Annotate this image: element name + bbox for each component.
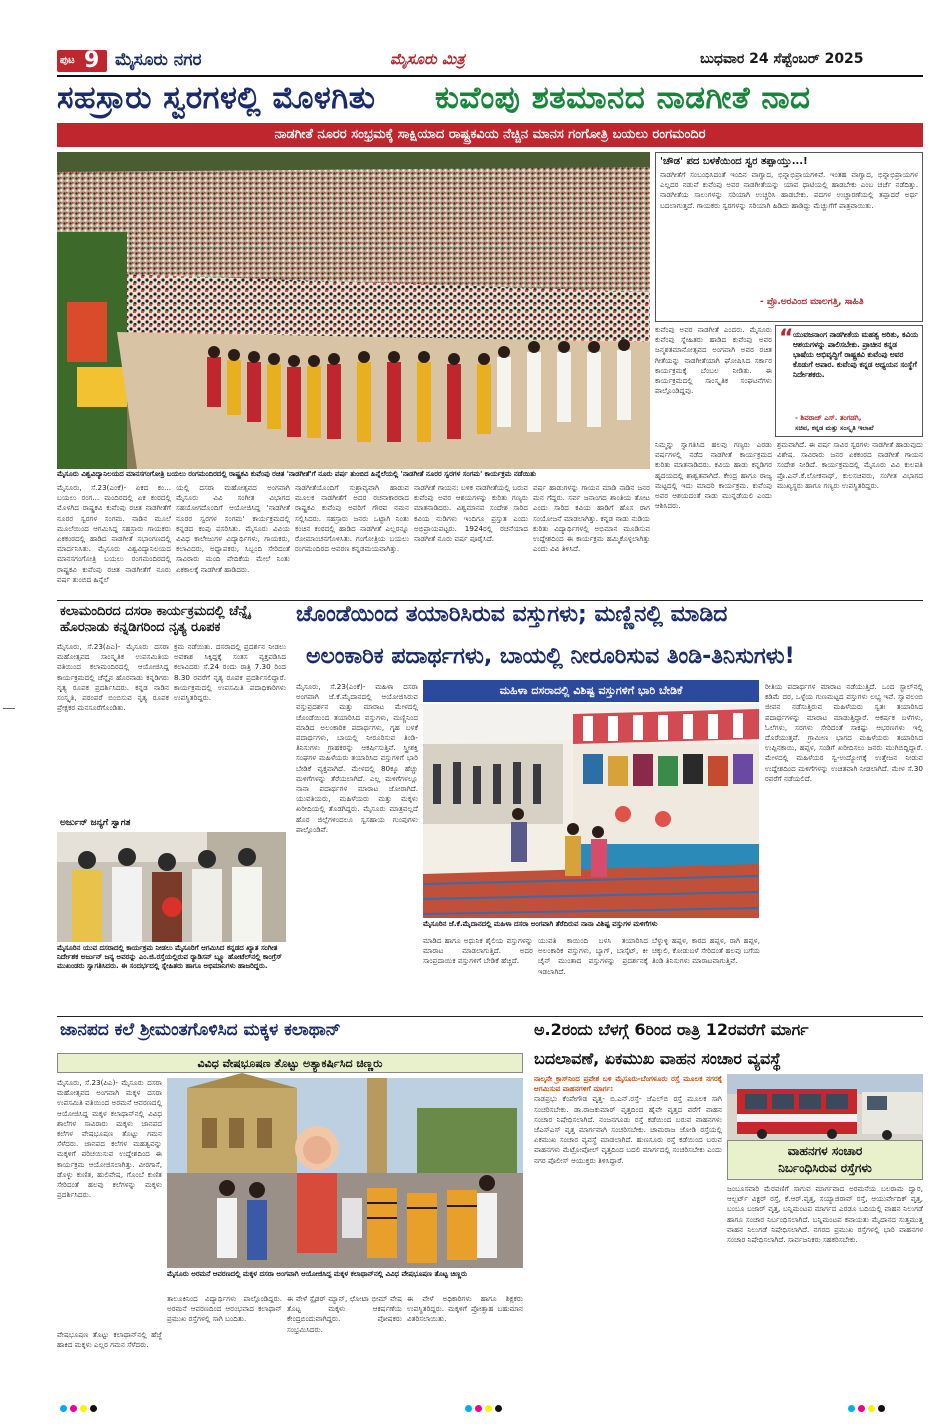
registration-dot-icon xyxy=(485,1405,492,1412)
crowd-photo-caption: ಮೈಸೂರು ವಿಶ್ವವಿದ್ಯಾನಿಲಯದ ಮಾನಸಗಂಗೋತ್ರಿ ಬಯಲು ರಂಗಮಂದಿರದಲ್ಲಿ ರಾಷ್ಟ್ರಕವಿ ಕುವೆಂಪು ರಚಿತ 'ನಾಡಗೀತೆ'ಗೆ ನೂರು ವರ್ಷ ತುಂಬಿದ ಹಿನ್ನೆಲೆಯಲ್ಲಿ 'ನಾಡಗೀತೆ ನೂರರ ಸ್ವರಗಳ ಸಂಗಮ' ಕಾರ್ಯಕ್ರಮ ನಡೆಯಿತು xyxy=(57,470,537,478)
masthead-logo: ಮೈಸೂರು ಮಿತ್ರ xyxy=(390,50,465,68)
lead-column-5: ವರ್ಷ ಹಾಡುಗಳನ್ನು ಗಾಯನ ಮಾಡಿ ನಾಡಿನ ಜನರ ಮನ ಗೆದ್ದರು. ಸರ್ವ ಜನಾಂಗದ ಶಾಂತಿಯ ತೋಟ ಎಂದು ಸಾರಿದ ಕವಿಯ ಹಾಡಿಗೆ ಹೊಸ ರಾಗ ಸಂಯೋಜನೆ ಮಾಡಲಾಗಿತ್ತು. ಕನ್ನಡ ನಾಡು ನುಡಿಯ ಕುರಿತು ವಿದ್ಯಾರ್ಥಿಗಳಲ್ಲಿ ಅಭಿಮಾನ ಮೂಡಿಸುವ ಉದ್ದೇಶದಿಂದ ಈ ಕಾರ್ಯಕ್ರಮ ಹಮ್ಮಿಕೊಳ್ಳಲಾಗಿತ್ತು ಎಂದು ವಿವಿ ತಿಳಿಸಿದೆ. xyxy=(533,483,653,554)
arjun-photo xyxy=(57,832,286,942)
traffic-box-line2: ನಿರ್ಬಂಧಿಸಿರುವ ರಸ್ತೆಗಳು xyxy=(778,1161,872,1175)
kids-column-2: ತಾಲೂಕಿನಿಂದ ವಿದ್ಯಾರ್ಥಿಗಳು ಪಾಲ್ಗೊಂಡಿದ್ದರು. ಅರಮನೆ ಆವರಣದಿಂದ ಆರಂಭವಾದ ಕಲಾಥಾನ್ ಪ್ರಮುಖ ರಸ್ತೆಗಳಲ್ಲಿ ಸಾಗಿ ಬಂದಿತು. xyxy=(167,1294,285,1324)
quote-text: ಯುವಜನಾಂಗ ನಾಡಗೀತೆಯ ಮಹತ್ವ ಅರಿತು, ಕವಿಯ ಆಶಯಗಳನ್ನು ಪಾಲಿಸಬೇಕು. ಪ್ರಾಚೀನ ಕನ್ನಡ ಭಾಷೆಯ ಅಭಿವೃದ್ಧಿಗೆ ರಾಷ್ಟ್ರಕವಿ ಕುವೆಂಪು ಅವರ ಕೊಡುಗೆ ಅಪಾರ. ಕುವೆಂಪು ಕನ್ನಡ ಅಧ್ಯಯನ ಸಂಸ್ಥೆಗೆ ನಿರ್ದೇಶಕರು. xyxy=(793,330,918,379)
bus-photo-image xyxy=(727,1074,923,1140)
traffic-box-line1: ವಾಹನಗಳ ಸಂಚಾರ xyxy=(787,1144,863,1158)
lead-headline-part2: ಕುವೆಂಪು ಶತಮಾನದ ನಾಡಗೀತೆ ನಾದ xyxy=(435,80,811,116)
stall-photo-image xyxy=(423,704,759,918)
registration-dot-icon xyxy=(90,1405,97,1412)
registration-dot-icon xyxy=(465,1405,472,1412)
registration-dot-icon xyxy=(858,1405,865,1412)
section-name: ಮೈಸೂರು ನಗರ xyxy=(115,50,202,70)
bus-photo xyxy=(727,1074,923,1140)
kids-photo-caption: ಮೈಸೂರು ಅರಮನೆ ಆವರಣದಲ್ಲಿ ಮಕ್ಕಳ ದಸರಾ ಅಂಗವಾಗಿ ಆಯೋಜಿಸಿದ್ದ ಮಕ್ಕಳ ಕಲಾಥಾನ್‌ನಲ್ಲಿ ವಿವಿಧ ವೇಷಭೂಷಣ ತೊಟ್ಟ ಚಿಣ್ಣರು xyxy=(167,1270,467,1278)
crowd-photo xyxy=(57,152,650,469)
traffic-headline-line2: ಬದಲಾವಣೆ, ಏಕಮುಖ ವಾಹನ ಸಂಚಾರ ವ್ಯವಸ್ಥೆ xyxy=(534,1049,781,1068)
crowd-photo-image xyxy=(57,152,650,469)
kids-column-4: ಈ ವೇಳೆ ಅಧಿಕಾರಿಗಳು ಹಾಗೂ ಶಿಕ್ಷಕರು ಉಪಸ್ಥಿತರಿದ್ದರು. ಮಕ್ಕಳಿಗೆ ಪ್ರೋತ್ಸಾಹ ಬಹುಮಾನ ವಿತರಿಸಲಾಯಿತು. xyxy=(407,1294,526,1324)
mahila-headline-line1: ಚೊಂಡೆಯಿಂದ ತಯಾರಿಸಿರುವ ವಸ್ತುಗಳು; ಮಣ್ಣಿನಲ್ಲಿ ಮಾಡಿದ xyxy=(296,602,728,627)
date-line: ಬುಧವಾರ 24 ಸೆಪ್ಟೆಂಬರ್ 2025 xyxy=(700,51,864,67)
mahila-column-1: ಮೈಸೂರು, ಸೆ.23(ಎಂಕೆ)- ಮಹಿಳಾ ದಸರಾ ಅಂಗವಾಗಿ ಜೆ.ಕೆ.ಮೈದಾನದಲ್ಲಿ ಆಯೋಜಿಸಿರುವ ವಸ್ತುಪ್ರದರ್ಶನ ಮತ್ತು ಮಾರಾಟ ಮೇಳದಲ್ಲಿ ಚೊಂಡೆಯಿಂದ ತಯಾರಿಸಿದ ವಸ್ತುಗಳು, ಮಣ್ಣಿನಿಂದ ಮಾಡಿದ ಅಲಂಕಾರಿಕ ಪದಾರ್ಥಗಳು, ಗೃಹ ಬಳಕೆ ಪದಾರ್ಥಗಳು, ಬಾಯಲ್ಲಿ ನೀರೂರಿಸುವ ತಿಂಡಿ-ತಿನಿಸುಗಳು ಗ್ರಾಹಕರನ್ನು ಆಕರ್ಷಿಸುತ್ತಿವೆ. ಸ್ತ್ರೀಶಕ್ತಿ ಸಂಘಗಳ ಮಹಿಳೆಯರು ತಯಾರಿಸಿದ ವಸ್ತುಗಳಿಗೆ ಭಾರಿ ಬೇಡಿಕೆ ವ್ಯಕ್ತವಾಗಿದೆ. ಮೇಳದಲ್ಲಿ 80ಕ್ಕೂ ಹೆಚ್ಚು ಮಳಿಗೆಗಳನ್ನು ತೆರೆಯಲಾಗಿದೆ. ಎಲ್ಲ ಮಳಿಗೆಗಳಲ್ಲೂ ನಾನಾ ಪದಾರ್ಥಗಳ ಮಾರಾಟ ಜೋರಾಗಿದೆ. ಯುವತಿಯರು, ಮಹಿಳೆಯರು ಮತ್ತು ಮಕ್ಕಳು ಖರೀದಿಯಲ್ಲಿ ತೊಡಗಿದ್ದರು. ಮೈಸೂರು ಮಾತ್ರವಲ್ಲದೆ ಹೊರ ಜಿಲ್ಲೆಗಳಿಂದಲೂ ಸ್ವಸಹಾಯ ಗುಂಪುಗಳು ಪಾಲ್ಗೊಂಡಿವೆ. xyxy=(296,682,421,834)
lead-column-3: ನಾಡಗೀತೆಯೊಂದಿಗೆ ಸುಶ್ರಾವ್ಯವಾಗಿ ಹಾಡುವ ಮೂಲಕ ನಾಡಗೀತೆಗೆ ಅದರ ರಚನಾಕಾರರಾದ ರಾಷ್ಟ್ರಕವಿ ಕುವೆಂಪು ಅವರಿಗೆ ಗೌರವ ನಮನ ಸಲ್ಲಿಸಿದರು. ಸಹಸ್ರಾರು ಜನರು ಒಟ್ಟಾಗಿ ನಿಂತು ಕಂಚಿನ ಕಂಠದಲ್ಲಿ ಹಾಡಿದ ನಾಡಗೀತೆ ಎಲ್ಲರನ್ನೂ ರೋಮಾಂಚನಗೊಳಿಸಿತು. ಗಂಗೋತ್ರಿಯ ಬಯಲು ರಂಗಮಂದಿರದ ಆವರಣ ಕನ್ನಡಮಯವಾಗಿತ್ತು. xyxy=(295,483,412,554)
registration-dot-icon xyxy=(868,1405,875,1412)
mahila-headline-line2: ಅಲಂಕಾರಿಕ ಪದಾರ್ಥಗಳು, ಬಾಯಲ್ಲಿ ನೀರೂರಿಸುವ ತಿಂಡಿ-ತಿನಿಸುಗಳು! xyxy=(306,644,795,669)
kids-column-1: ಮೈಸೂರು, ಸೆ.23(ಪಿಎ)- ಮೈಸೂರು ದಸರಾ ಮಹೋತ್ಸವದ ಅಂಗವಾಗಿ ಮಕ್ಕಳ ದಸರಾ ಉಪಸಮಿತಿ ವತಿಯಿಂದ ಅರಮನೆ ಆವರಣದಲ್ಲಿ ಆಯೋಜಿಸಿದ್ದ ಮಕ್ಕಳ ಕಲಾಥಾನ್‌ನಲ್ಲಿ ವಿವಿಧ ಶಾಲೆಗಳ ಸಾವಿರಾರು ಮಕ್ಕಳು ಜಾನಪದ ಕಲೆಗಳ ವೇಷಭೂಷಣ ತೊಟ್ಟು ಗಮನ ಸೆಳೆದರು. ಜಾನಪದ ಕಲೆಗಳ ಮಹತ್ವವನ್ನು ಮಕ್ಕಳಿಗೆ ಪರಿಚಯಿಸುವ ಉದ್ದೇಶದಿಂದ ಈ ಕಾರ್ಯಕ್ರಮ ಆಯೋಜಿಸಲಾಗಿತ್ತು. ವೀರಗಾಸೆ, ಡೊಳ್ಳು ಕುಣಿತ, ಹುಲಿವೇಷ, ಗೊಂಬೆ ಕುಣಿತ ಸೇರಿದಂತೆ ಹಲವು ಕಲೆಗಳನ್ನು ಮಕ್ಕಳು ಪ್ರದರ್ಶಿಸಿದರು. xyxy=(57,1078,165,1200)
kids-photo-image xyxy=(167,1078,523,1268)
arjun-title: ಅರ್ಜುನ್ ಜನ್ಯಗೆ ಸ್ವಾಗತ xyxy=(60,818,131,828)
traffic-column-2: ಜಂಬೂಸವಾರಿ ಮೆರವಣಿಗೆ ಸಾಗುವ ಮಾರ್ಗವಾದ ಅರಮನೆಯ ಬಲರಾಮ ದ್ವಾರ, ಆಲ್ಬರ್ಟ್ ವಿಕ್ಟರ್ ರಸ್ತೆ, ಕೆ.ಆರ್.ವೃತ್ತ, ಸಯ್ಯಾಜಿರಾವ್ ರಸ್ತೆ, ಆಯುರ್ವೇದಿಕ್ ವೃತ್ತ, ಬಂಬೂ ಬಜಾರ್ ವೃತ್ತ, ಬನ್ನಿಮಂಟಪ ಮಾರ್ಗದ ಎರಡೂ ಬದಿಯಲ್ಲಿ ವಾಹನ ನಿಲುಗಡೆ ಹಾಗೂ ಸಂಚಾರ ನಿರ್ಬಂಧಿಸಲಾಗಿದೆ. ಬನ್ನಿಮಂಟಪ ಕವಾಯತು ಮೈದಾನದ ಸುತ್ತಮುತ್ತ ವಾಹನ ನಿಲುಗಡೆ ನಿಷೇಧಿಸಲಾಗಿದೆ. ನಗರದ ಪ್ರಮುಖ ರಸ್ತೆಗಳಲ್ಲಿ ಭಾರಿ ವಾಹನಗಳ ಸಂಚಾರ ನಿಷೇಧಿಸಲಾಗಿದೆ. ಸಾರ್ವಜನಿಕರು ಸಹಕರಿಸಬೇಕು. xyxy=(727,1184,926,1245)
mahila-column-right: ರೀತಿಯ ಪದಾರ್ಥಗಳ ಮಾರಾಟ ನಡೆಯುತ್ತಿದೆ. ಒಂದ ಸ್ಟಾಲ್‌ನಲ್ಲಿ ಕಡಿಮೆ ದರ, ಒಳ್ಳೆಯ ಗುಣಮಟ್ಟದ ವಸ್ತುಗಳು ಲಭ್ಯ ಇವೆ. ಸ್ವಾವಲಂಬಿ ಜೀವನ ನಡೆಸುತ್ತಿರುವ ಮಹಿಳೆಯರು ಸ್ವತಃ ತಯಾರಿಸಿದ ಪದಾರ್ಥಗಳನ್ನು ಮಾರಾಟ ಮಾಡುತ್ತಿದ್ದಾರೆ. ಆಕರ್ಷಕ ಬಳೆಗಳು, ಓಲೆಗಳು, ಸರಗಳು ಸೇರಿದಂತೆ ಸಾಕಷ್ಟು ಆಭರಣಗಳು ಇಲ್ಲಿ ದೊರೆಯುತ್ತವೆ. ಗ್ರಾಮೀಣ ಭಾಗದ ಮಹಿಳೆಯರು ತಯಾರಿಸಿದ ಉಪ್ಪಿನಕಾಯಿ, ಹಪ್ಪಳ, ಸಂಡಿಗೆ ಖರೀದಿಸಲು ಜನರು ಮುಗಿಬಿದ್ದಿದ್ದಾರೆ. ಮೇಳದಲ್ಲಿ ಮಹಿಳೆಯರ ಸ್ವ-ಉದ್ಯೋಗಕ್ಕೆ ಉತ್ತೇಜನ ನೀಡುವ ಉದ್ದೇಶದಿಂದ ಮಳಿಗೆಗಳನ್ನು ಉಚಿತವಾಗಿ ನೀಡಲಾಗಿದೆ. ಮೇಳ ಸೆ.30 ರವರೆಗೆ ನಡೆಯಲಿದೆ. xyxy=(765,682,926,783)
traffic-headline-line1: ಅ.2ರಂದು ಬೆಳಗ್ಗೆ 6ರಿಂದ ರಾತ್ರಿ 12ರವರೆಗೆ ಮಾರ್ಗ xyxy=(534,1020,809,1039)
arjun-caption: ಮೈಸೂರಿನ ಯುವ ದಸರಾದಲ್ಲಿ ಕಾರ್ಯಕ್ರಮ ನೀಡಲು ಮೈಸೂರಿಗೆ ಆಗಮಿಸಿದ ಕನ್ನಡದ ಖ್ಯಾತ ಸಂಗೀತ ನಿರ್ದೇಶಕ ಅರ್ಜುನ್ ಜನ್ಯ ಅವರನ್ನು ಎಂ.ಜಿ.ರಸ್ತೆಯಲ್ಲಿರುವ ರ್‍ಯಾಡಿಸನ್ ಬ್ಲ್ಯೂ ಹೋಟೆಲ್‌ನಲ್ಲಿ ಕಾಂಗ್ರೆಸ್ ಮುಖಂಡರು ಸ್ವಾಗತಿಸಿದರು. ಈ ಸಂದರ್ಭದಲ್ಲಿ ಸ್ನೇಹಿತರು ಹಾಗೂ ಅಭಿಮಾನಿಗಳು ಹಾಜರಿದ್ದರು. xyxy=(57,944,282,970)
crop-mark xyxy=(3,708,15,709)
kids-column-1b: ವೇಷಭೂಷಣ ತೊಟ್ಟು ಕಲಾಥಾನ್‌ನಲ್ಲಿ ಹೆಜ್ಜೆ ಹಾಕಿದ ಮಕ್ಕಳು ಎಲ್ಲರ ಗಮನ ಸೆಳೆದರು. xyxy=(57,1330,165,1350)
kids-subhead: ವಿವಿಧ ವೇಷಭೂಷಣ ತೊಟ್ಟು ಅತ್ಯಾಕರ್ಷಿಸಿದ ಚಿಣ್ಣರು xyxy=(197,1057,383,1070)
stall-photo xyxy=(423,704,759,918)
page-label: ಪುಟ xyxy=(60,55,75,66)
traffic-body-1: ನಾಡಪ್ರಭು ಕೆಂಪೇಗೌಡ ವೃತ್ತ- ಬಿ.ಎನ್.ರಸ್ತೆ- ಜೆಎಲ್‌ಬಿ ರಸ್ತೆ ಮೂಲಕ ಸಾಗಿ ಸಂಚರಿಸಬೇಕು. ಡಾ.ರಾಜಕುಮಾರ್ ವೃತ್ತದಿಂದ ಹೈವೇ ವೃತ್ತದ ವರೆಗೆ ವಾಹನ ಸಂಚಾರ ನಿಷೇಧಿಸಲಾಗಿದೆ. ನಂಜನಗೂಡು ರಸ್ತೆ ಕಡೆಯಿಂದ ಬರುವ ವಾಹನಗಳು ಜೆಎಸ್‌ಎಸ್ ವೃತ್ತ ಮಾರ್ಗವಾಗಿ ಸಂಚರಿಸಬೇಕು. ಚಾಮರಾಜ ಜೋಡಿ ರಸ್ತೆಯಲ್ಲಿ ಏಕಮುಖ ಸಂಚಾರ ವ್ಯವಸ್ಥೆ ಮಾಡಲಾಗಿದೆ. ಹುಣಸೂರು ರಸ್ತೆ ಕಡೆಯಿಂದ ಬರುವ ವಾಹನಗಳು ಮೆಟ್ರೋಪೋಲ್ ವೃತ್ತದಿಂದ ಬದಲಿ ಮಾರ್ಗದಲ್ಲಿ ಸಂಚರಿಸಬೇಕು ಎಂದು ನಗರ ಪೊಲೀಸ್ ಆಯುಕ್ತರು ತಿಳಿಸಿದ್ದಾರೆ. xyxy=(534,1094,725,1165)
lead-column-7: ಶ್ರಮವಾಗಿದೆ. ಈ ವರ್ಷ ಸಾವಿರ ಸ್ವರಗಳು ನಾಡಗೀತೆ ಹಾಡುವುದು ವಿಶೇಷ. ಸಾವಿರಾರು ಜನರ ಏಕಕಂಠದ ನಾಡಗೀತೆ ಗಾಯನ ಸಂದೇಶ ನೀಡಿದೆ. ಕಾರ್ಯಕ್ರಮದಲ್ಲಿ ಮೈಸೂರು ವಿವಿ ಕುಲಪತಿ ಪ್ರೊ.ಎನ್.ಕೆ.ಲೋಕನಾಥ್, ಕುಲಸಚಿವರು, ಸಂಗೀತ ವಿಭಾಗದ ಮುಖ್ಯಸ್ಥರು ಹಾಗೂ ಗಣ್ಯರು ಉಪಸ್ಥಿತರಿದ್ದರು. xyxy=(777,440,926,490)
kids-column-3: ಈ ವೇಳೆ ಸ್ಪೈಡರ್ ಮ್ಯಾನ್, ಛೋಟಾ ಭೀಮ್ ವೇಷ ತೊಟ್ಟ ಮಕ್ಕಳು ಆಕರ್ಷಣೆಯ ಕೇಂದ್ರಬಿಂದುವಾಗಿದ್ದರು. ಪೋಷಕರು ಸಂಭ್ರಮಿಸಿದರು. xyxy=(287,1294,405,1334)
registration-dot-icon xyxy=(475,1405,482,1412)
registration-dot-icon xyxy=(80,1405,87,1412)
arjun-photo-image xyxy=(57,832,286,942)
lead-subhead: ನಾಡಗೀತೆ ನೂರರ ಸಂಭ್ರಮಕ್ಕೆ ಸಾಕ್ಷಿಯಾದ ರಾಷ್ಟ್ರಕವಿಯ ನೆಚ್ಚಿನ ಮಾನಸ ಗಂಗೋತ್ರಿ ಬಯಲು ರಂಗಮಂದಿರ xyxy=(274,127,706,142)
quote-role: ಸಚಿವ, ಕನ್ನಡ ಮತ್ತು ಸಂಸ್ಕೃತಿ ಇಲಾಖೆ xyxy=(795,424,874,432)
traffic-column-1 xyxy=(534,1074,725,1374)
quote-mark-icon: “ xyxy=(779,326,794,351)
dasara-dance-column-b: ಕ್ರಮ ನಡೆಯಿತು. ದಸರಾದಲ್ಲಿ ಪ್ರದರ್ಶನ ನೀಡಲು ಅವಕಾಶ ಸಿಕ್ಕಿದ್ದಕ್ಕೆ ಸಂತಸ ವ್ಯಕ್ತಪಡಿಸಿದ ಕಲಾವಿದರು ಸೆ.24 ರಂದು ರಾತ್ರಿ 7.30 ರಿಂದ 8.30 ರವರೆಗೆ ನೃತ್ಯ ರೂಪಕ ಪ್ರದರ್ಶಿಸಲಿದ್ದಾರೆ. ಕಾರ್ಯಕ್ರಮದಲ್ಲಿ ಉಪಸಮಿತಿ ಪದಾಧಿಕಾರಿಗಳು ಉಪಸ್ಥಿತರಿದ್ದರು. xyxy=(174,642,289,703)
dasara-dance-headline: ಕಲಾಮಂದಿರದ ದಸರಾ ಕಾರ್ಯಕ್ರಮದಲ್ಲಿ ಚೆನ್ನೈ ಹೊರನಾಡು ಕನ್ನಡಿಗರಿಂದ ನೃತ್ಯ ರೂಪಕ xyxy=(60,604,251,635)
row3-rule xyxy=(57,1016,923,1017)
kids-headline: ಜಾನಪದ ಕಲೆ ಶ್ರೀಮಂತಗೊಳಿಸಿದ ಮಕ್ಕಳ ಕಲಾಥಾನ್ xyxy=(60,1020,341,1040)
registration-dot-icon xyxy=(495,1405,502,1412)
kids-photo xyxy=(167,1078,523,1268)
row2-rule xyxy=(57,600,923,601)
stall-photo-caption: ಮೈಸೂರಿನ ಜೆ.ಕೆ.ಮೈದಾನದಲ್ಲಿ ಮಹಿಳಾ ದಸರಾ ಅಂಗವಾಗಿ ತೆರೆದಿರುವ ನಾನಾ ವಿಶಿಷ್ಟ ವಸ್ತುಗಳ ಮಳಿಗೆಗಳು xyxy=(423,920,658,928)
sidebar-title: 'ಚೌಡ' ಪದ ಬಳಕೆಯಿಂದ ಸ್ವರ ತಪ್ಪಾಯ್ತು...! xyxy=(660,156,808,167)
registration-dot-icon xyxy=(70,1405,77,1412)
registration-dot-icon xyxy=(878,1405,885,1412)
header-rule xyxy=(57,75,923,77)
sidebar-body: ನಾಡಗೀತೆಗೆ ಸಂಬಂಧಿಸಿದಂತೆ ಇಂದಿನ ವಾಗ್ವಾದ, ಭಿನ್ನಾಭಿಪ್ರಾಯಗಳಿವೆ. ಇಂತಹ ವಾಗ್ವಾದ, ಭಿನ್ನಾಭಿಪ್ರಾಯಗಳ ಎಲ್ಲದರ ನಡುವೆ ಕುವೆಂಪು ಅವರ ನಾಡಗೀತೆಯನ್ನು ಯಾವ ಧಾಟಿಯಲ್ಲಿ ಹಾಡಬೇಕು ಎಂಬ ಚರ್ಚೆ ನಡೆದಿತ್ತು. ನಾಡಗೀತೆಯ ಸಾಲುಗಳನ್ನು ಸರಿಯಾಗಿ ಉಚ್ಚರಿಸಿ ಹಾಡಬೇಕು. ಪದಗಳ ಉಚ್ಚಾರಣೆಯಲ್ಲಿ ತಪ್ಪಾದರೆ ಅರ್ಥ ಬದಲಾಗುತ್ತದೆ. ಗಾಯಕರು ಸ್ವರಗಳನ್ನು ಸರಿಯಾಗಿ ಹಿಡಿದು ಹಾಡಿದ್ದು ಮೆಚ್ಚುಗೆಗೆ ಪಾತ್ರವಾಯಿತು. xyxy=(660,170,921,210)
page-number: 9 xyxy=(84,48,100,73)
lead-headline-part1: ಸಹಸ್ರಾರು ಸ್ವರಗಳಲ್ಲಿ ಮೊಳಗಿತು xyxy=(57,80,376,116)
registration-dot-icon xyxy=(848,1405,855,1412)
lead-column-2: ಯಲ್ಲಿ ದಸರಾ ಮಹೋತ್ಸವದ ಅಂಗವಾಗಿ ಮೈಸೂರು ವಿವಿ ಸಂಗೀತ ವಿಭಾಗದ ಸಹಯೋಗದೊಂದಿಗೆ ಆಯೋಜಿಸಿದ್ದ 'ನಾಡಗೀತೆ ನೂರರ ಸ್ವರಗಳ ಸಂಗಮ' ಕಾರ್ಯಕ್ರಮದಲ್ಲಿ ಕನ್ನಡದ ಕಂಪು ಪಸರಿಸಿತು. ಮೈಸೂರು ವಿವಿಯ ವಿವಿಧ ಕಾಲೇಜುಗಳ ವಿದ್ಯಾರ್ಥಿಗಳು, ಗಾಯಕರು, ಕಲಾವಿದರು, ಅಧ್ಯಾಪಕರು, ಸಿಬ್ಬಂದಿ ಸೇರಿದಂತೆ ಸಾವಿರಾರು ಮಂದಿ ವೇದಿಕೆಯ ಮೇಲೆ ನಿಂತು ಏಕಕಾಲಕ್ಕೆ ನಾಡಗೀತೆ ಹಾಡಿದರು. xyxy=(176,483,293,574)
mahila-column-3: ಯುವತಿ ಕಾಯಿಂದಿ ಬಳಸಿ ತಯಾರಿಸಿದ ಅಲಂಕಾರಿಕ ವಸ್ತುಗಳು, ಬ್ಯಾಗ್, ಬಾಸ್ಕೆಟ್, ಕೀ ಚೈನ್ ಮುಂತಾದ ವಸ್ತುಗಳನ್ನು ಪ್ರದರ್ಶನಕ್ಕೆ ಇಡಲಾಗಿದೆ. xyxy=(538,936,651,976)
lead-column-1: ಮೈಸೂರು, ಸೆ.23(ಎಂಕೆ)- ಏಕದ ಕಂ... ಬಯಲು ರಂಗ... ಮಂದಿರದಲ್ಲಿ ಏಕ ಕಂಠದಲ್ಲಿ ಮೊಳಗಿದ ರಾಷ್ಟ್ರಕವಿ ಕುವೆಂಪು ರಚಿತ ನಾಡಗೀತೆಗೆ ನೂರರ ಸ್ವರಗಳ ಸಂಗಮ. ನಾಡಿನ ಮೂಲೆ ಮೂಲೆಯಿಂದ ಆಗಮಿಸಿದ್ದ ಸಹಸ್ರಾರು ಗಾಯಕರು ಏಕಕಂಠದಲ್ಲಿ ಹಾಡಿದ ನಾಡಗೀತೆ ಸಭಾಂಗಣದಲ್ಲಿ ಮಾರ್ದನಿಸಿತು. ಮೈಸೂರು ವಿಶ್ವವಿದ್ಯಾನಿಲಯದ ಮಾನಸಗಂಗೋತ್ರಿ ಬಯಲು ರಂಗಮಂದಿರದಲ್ಲಿ ರಾಷ್ಟ್ರಕವಿ ಕುವೆಂಪು ರಚಿತ ನಾಡಗೀತೆಗೆ ನೂರು ವರ್ಷ ತುಂಬಿದ ಹಿನ್ನೆಲೆ xyxy=(57,483,174,584)
mahila-subhead: ಮಹಿಳಾ ದಸರಾದಲ್ಲಿ ವಿಶಿಷ್ಟ ವಸ್ತುಗಳಿಗೆ ಭಾರಿ ಬೇಡಿಕೆ xyxy=(499,684,683,697)
sidebar-byline: - ಪ್ರೊ.ಅರವಿಂದ ಮಾಲಗತ್ತಿ, ಸಾಹಿತಿ xyxy=(760,297,864,307)
mahila-column-4: ಬೆಳ್ಳುಳ್ಳಿ ಹಪ್ಪಳ, ಕಾರದ ಹಪ್ಪಳ, ರಾಗಿ ಹಪ್ಪಳ, ಚಕ್ಕುಲಿ, ಕೋಡುಬಳೆ ಸೇರಿದಂತೆ ಹಲವು ಬಗೆಯ ತಿಂಡಿ ತಿನಿಸುಗಳು ಮಾರಾಟವಾಗುತ್ತಿವೆ. xyxy=(652,936,763,966)
dasara-dance-column-a: ಮೈಸೂರು, ಸೆ.23(ಪಿಎ)- ಮೈಸೂರು ದಸರಾ ಮಹೋತ್ಸವದ ಸಾಂಸ್ಕೃತಿಕ ಉಪಸಮಿತಿಯ ವತಿಯಿಂದ ಕಲಾಮಂದಿರದಲ್ಲಿ ಆಯೋಜಿಸಿದ್ದ ಕಾರ್ಯಕ್ರಮದಲ್ಲಿ ಚೆನ್ನೈನ ಹೊರನಾಡು ಕನ್ನಡಿಗರು ನೃತ್ಯ ರೂಪಕ ಪ್ರದರ್ಶಿಸಿದರು. ಕನ್ನಡ ನಾಡಿನ ಸಂಸ್ಕೃತಿ, ಪರಂಪರೆ ಬಿಂಬಿಸುವ ನೃತ್ಯ ರೂಪಕ ಪ್ರೇಕ್ಷಕರ ಮನಸೂರೆಗೊಂಡಿತು. xyxy=(57,642,172,713)
quote-author: - ಶಿವರಾಜ್ ಎಸ್. ತಂಗಡಗಿ, xyxy=(795,414,862,422)
registration-dot-icon xyxy=(60,1405,67,1412)
lead-column-6: ನಿಮ್ಮನ್ನು ಸ್ವಾಗತಿಸಿದ ಹಲವು ಗಣ್ಯರು ಎರಡು ವರ್ಷಗಳಲ್ಲಿ ನಡೆದ ನಾಡಗೀತೆ ಕಾರ್ಯಕ್ರಮದ ಕುರಿತು ಮಾತನಾಡಿದರು. ಕವಿಯ ಹಾಡು ಕನ್ನಡಿಗರ ಹೃದಯದಲ್ಲಿ ಶಾಶ್ವತವಾಗಿದೆ. ಕೇಂದ್ರ ಹಾಗೂ ರಾಜ್ಯ ಮಟ್ಟದಲ್ಲಿ ಇದು ಮಾದರಿ ಕಾರ್ಯಕ್ರಮ. ಕುವೆಂಪು ಅವರ ಆಶಯದಂತೆ ನಾಡು ಮುನ್ನಡೆಯಲಿ ಎಂದು ಆಶಿಸಿದರು. xyxy=(655,440,775,511)
lead-column-6-top: ಕುವೆಂಪು ಅವರ ನಾಡಗೀತೆ ಎಂದರು. ಮೈಸೂರು ಕುವೆಂಪು ಸ್ನೇಹಿತರು ಹಾಡಿದ ಕುವೆಂಪು ಅವರ ಜನ್ಮಶತಮಾನೋತ್ಸವದ ಅಂಗವಾಗಿ ಅವರ ರಚಿತ ಗೀತೆಯನ್ನು ನಾಡಗೀತೆಯಾಗಿ ಘೋಷಿಸಿದ ಸರ್ಕಾರ ಕಾರ್ಯಕ್ರಮಕ್ಕೆ ಬೆಂಬಲ ನೀಡಿತು. ಈ ಕಾರ್ಯಕ್ರಮದಲ್ಲಿ ಸಾಂಸ್ಕೃತಿಕ ಸಂಘಟನೆಗಳು ಪಾಲ್ಗೊಂಡಿದ್ದವು. xyxy=(655,325,775,396)
traffic-subhead: ನಾಲ್ಕನೇ ಕ್ರಾಸ್‌ನಿಂದ ಪ್ರವೇಶ ಬಳಿ ಮೈಸೂರು-ಬೆಂಗಳೂರು ರಸ್ತೆ ಮೂಲಕ ನಗರಕ್ಕೆ ಆಗಮಿಸುವ ವಾಹನಗಳಿಗೆ ಮಾರ್ಗ: xyxy=(534,1074,725,1094)
mahila-column-2: ಮಾಡಿದ ಹಾಗೂ ಅಧುನಿಕ ಶೈಲಿಯ ವಸ್ತುಗಳನ್ನು ಮಾರಾಟ ಮಾಡಲಾಗುತ್ತಿದೆ. ಅದರ ಸಾಂಪ್ರದಾಯಿಕ ವಸ್ತುಗಳಿಗೆ ಬೇಡಿಕೆ ಹೆಚ್ಚಿದೆ. xyxy=(423,936,536,966)
lead-column-4: ನಾಡಗೀತೆ ಗಾಯನ: ಬಳಿಕ ನಾಡಗೀತೆಯಲ್ಲಿ ಬರುವ ಕುವೆಂಪು ಅವರ ಆಶಯಗಳನ್ನು ಕುರಿತು ಗಣ್ಯರು ಮಾತನಾಡಿದರು. ವಿಶ್ವಮಾನವ ಸಂದೇಶ ಸಾರಿದ ಕವಿಯ ನುಡಿಗಳು ಇಂದಿಗೂ ಪ್ರಸ್ತುತ ಎಂದು ಅಭಿಪ್ರಾಯಪಟ್ಟರು. 1924ರಲ್ಲಿ ರಚನೆಯಾದ ನಾಡಗೀತೆ ನೂರು ವರ್ಷ ಪೂರೈಸಿದೆ. xyxy=(414,483,531,544)
